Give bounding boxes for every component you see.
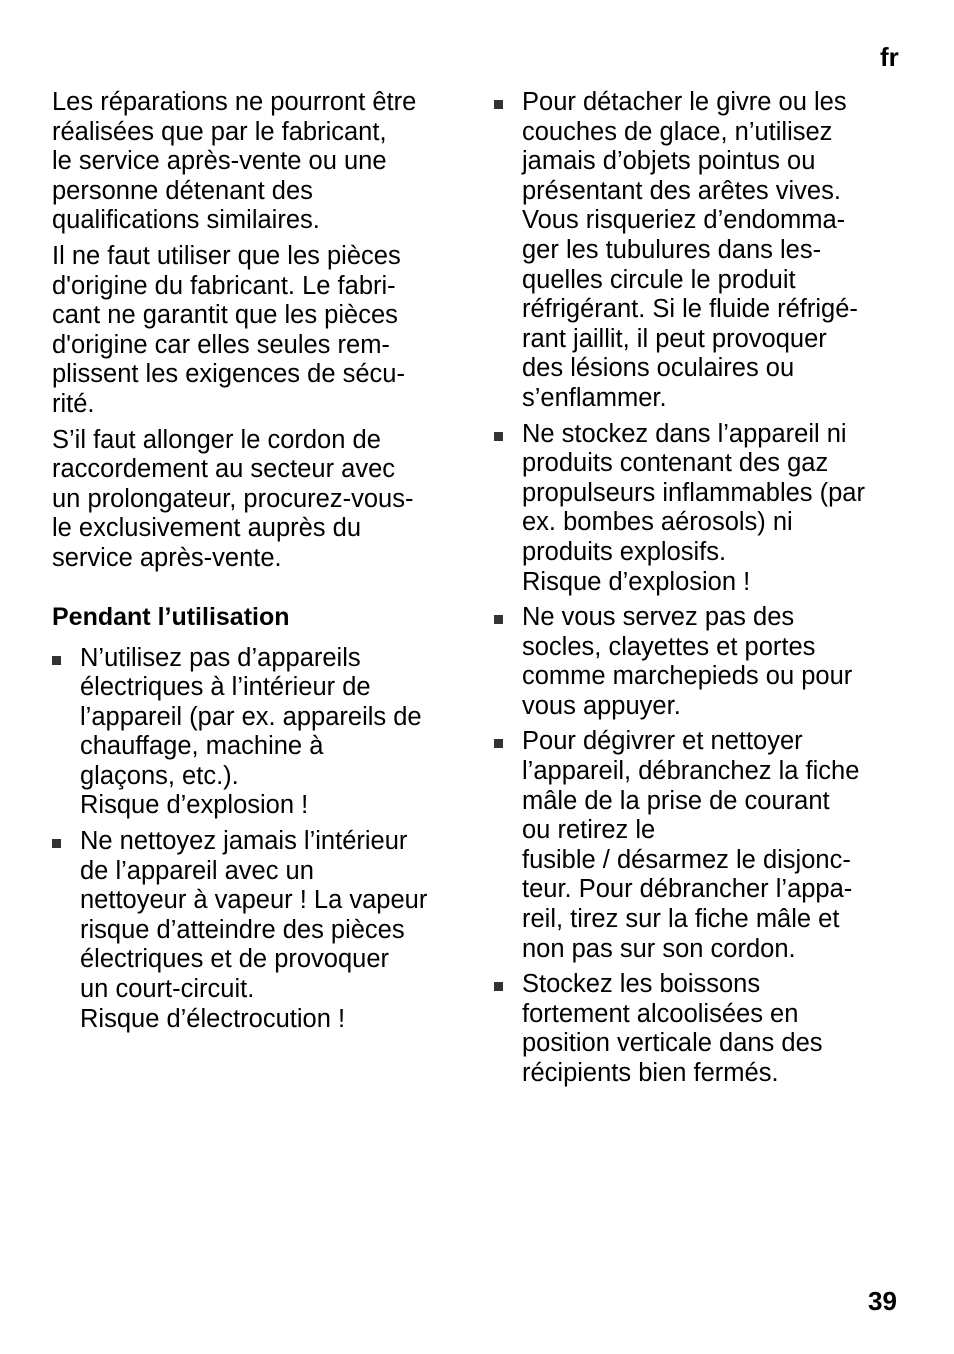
text-line: Risque d’électrocution ! xyxy=(80,1004,346,1033)
text-line: le exclusivement auprès du xyxy=(52,514,362,543)
bullet-list xyxy=(494,88,914,1089)
text-line: reil, tirez sur la fiche mâle et xyxy=(522,905,840,934)
text-line: rité. xyxy=(52,389,95,418)
text-line: plissent les exigences de sécu- xyxy=(52,360,405,389)
text-line: couches de glace, n’utilisez xyxy=(522,117,833,146)
text-line: ou retirez le xyxy=(522,816,656,845)
page-number: 39 xyxy=(868,1286,897,1316)
text-line: d'origine du fabricant. Le fabri- xyxy=(52,271,396,300)
text-line: teur. Pour débrancher l’appa- xyxy=(522,875,853,904)
square-bullet-icon xyxy=(494,100,503,109)
text-line: présentant des arêtes vives. xyxy=(522,176,841,205)
list-item xyxy=(494,970,914,1088)
square-bullet-icon xyxy=(494,432,503,441)
text-line: Ne nettoyez jamais l’intérieur xyxy=(80,827,408,856)
text-line: socles, clayettes et portes xyxy=(522,632,816,661)
text-line: S’il faut allonger le cordon de xyxy=(52,425,381,454)
text-line: un prolongateur, procurez-vous- xyxy=(52,484,414,513)
text-line: vous appuyer. xyxy=(522,691,681,720)
square-bullet-icon xyxy=(494,615,503,624)
text-line: comme marchepieds ou pour xyxy=(522,662,853,691)
text-line: l’appareil, débranchez la fiche xyxy=(522,757,860,786)
list-item xyxy=(494,603,914,721)
text-line: Pour détacher le givre ou les xyxy=(522,88,847,116)
text-line: quelles circule le produit xyxy=(522,265,796,294)
text-line: propulseurs inflammables (par xyxy=(522,478,865,507)
list-item xyxy=(52,827,462,1034)
text-line: cant ne garantit que les pièces xyxy=(52,301,398,330)
text-line: le service après-vente ou une xyxy=(52,147,387,176)
text-line: réfrigérant. Si le fluide réfrigé- xyxy=(522,295,858,324)
text-line: risque d’atteindre des pièces xyxy=(80,915,405,944)
text-line: Stockez les boissons xyxy=(522,970,761,999)
text-line: chauffage, machine à xyxy=(80,732,324,761)
text-line: glaçons, etc.). xyxy=(80,761,239,790)
text-line: nettoyeur à vapeur ! La vapeur xyxy=(80,886,428,915)
square-bullet-icon xyxy=(52,656,61,665)
text-line: Vous risqueriez d’endomma- xyxy=(522,206,846,235)
list-item xyxy=(494,420,914,598)
text-line: N’utilisez pas d’appareils xyxy=(80,643,361,672)
text-line: de l’appareil avec un xyxy=(80,856,314,885)
text-line: électriques et de provoquer xyxy=(80,945,390,974)
list-item xyxy=(494,88,914,414)
text-line: Ne stockez dans l’appareil ni xyxy=(522,419,847,448)
text-line: s’enflammer. xyxy=(522,383,667,412)
right-column xyxy=(494,88,914,1095)
paragraph-repairs xyxy=(52,88,462,236)
text-line: réalisées que par le fabricant, xyxy=(52,117,387,146)
text-line: des lésions oculaires ou xyxy=(522,354,795,383)
text-line: ger les tubulures dans les- xyxy=(522,235,822,264)
section-heading: Pendant l’utilisation xyxy=(52,602,290,631)
text-line: fortement alcoolisées en xyxy=(522,999,799,1028)
language-code: fr xyxy=(880,42,899,72)
left-column xyxy=(52,88,462,1040)
paragraph-extension-cord xyxy=(52,426,462,574)
text-line: l’appareil (par ex. appareils de xyxy=(80,702,422,731)
text-line: service après-vente. xyxy=(52,543,282,572)
text-line: Risque d’explosion ! xyxy=(522,567,751,596)
text-line: non pas sur son cordon. xyxy=(522,934,796,963)
text-line: fusible / désarmez le disjonc- xyxy=(522,845,851,874)
list-item xyxy=(494,727,914,964)
text-line: Risque d’explosion ! xyxy=(80,791,309,820)
text-line: Pour dégivrer et nettoyer xyxy=(522,727,803,756)
text-line: d'origine car elles seules rem- xyxy=(52,330,390,359)
text-line: ex. bombes aérosols) ni xyxy=(522,508,793,537)
text-line: Il ne faut utiliser que les pièces xyxy=(52,241,401,270)
text-line: raccordement au secteur avec xyxy=(52,455,396,484)
text-line: un court-circuit. xyxy=(80,975,255,1004)
text-line: électriques à l’intérieur de xyxy=(80,673,371,702)
text-line: jamais d’objets pointus ou xyxy=(522,147,816,176)
square-bullet-icon xyxy=(494,739,503,748)
square-bullet-icon xyxy=(52,839,61,848)
square-bullet-icon xyxy=(494,982,503,991)
list-item xyxy=(52,644,462,822)
text-line: rant jaillit, il peut provoquer xyxy=(522,324,827,353)
text-line: position verticale dans des xyxy=(522,1029,823,1058)
text-line: qualifications similaires. xyxy=(52,206,320,235)
text-line: Les réparations ne pourront être xyxy=(52,88,417,116)
bullet-list xyxy=(52,644,462,1035)
paragraph-original-parts xyxy=(52,242,462,420)
text-line: mâle de la prise de courant xyxy=(522,786,830,815)
text-line: produits explosifs. xyxy=(522,537,727,566)
text-line: Ne vous servez pas des xyxy=(522,603,795,632)
text-line: récipients bien fermés. xyxy=(522,1059,779,1087)
text-line: produits contenant des gaz xyxy=(522,449,829,478)
text-line: personne détenant des xyxy=(52,176,313,205)
